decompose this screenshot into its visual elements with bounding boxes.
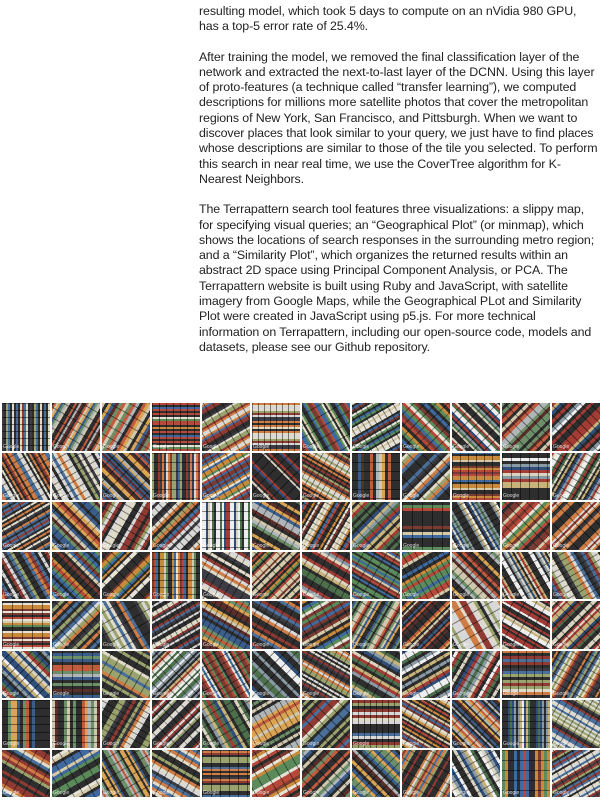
- tile-watermark: Google: [453, 443, 470, 450]
- tile-watermark: Google: [303, 790, 320, 796]
- tile-watermark: Google: [103, 641, 120, 648]
- satellite-tile: [2, 502, 50, 550]
- tile-watermark: Google: [203, 790, 220, 796]
- satellite-tile: [102, 700, 150, 748]
- tile-watermark: Google: [303, 641, 320, 648]
- tile-watermark: Google: [503, 691, 520, 697]
- tile-watermark: Google: [3, 691, 20, 697]
- tile-watermark: Google: [3, 790, 20, 796]
- satellite-tile: [252, 453, 300, 501]
- tile-watermark: Google: [3, 641, 20, 648]
- tile-watermark: Google: [503, 493, 520, 499]
- tile-watermark: Google: [253, 740, 270, 747]
- satellite-tile: [302, 601, 350, 649]
- satellite-tile: [452, 453, 500, 501]
- paragraph-visualizations: The Terrapattern search tool features three visualizations: a slippy map, for specifying visual queries; an “Geographical Plot” (or minmap), which shows the locations of search responses in the surrounding metro region; and a “Similarity Plot”, which organizes the returned results within an abstract 2D space using Principal Component Analysis, or PCA. The Terrapattern website is built using Ruby and JavaScript, with satellite imagery from Google Maps, while the Geographical PLot and Similarity Plot were created in JavaScript using p5.js. For more technical information on Terrapattern, including our open-source code, models and datasets, please see our Github repository.: [199, 202, 595, 354]
- tile-watermark: Google: [453, 542, 470, 549]
- satellite-tile: [2, 700, 50, 748]
- satellite-tile: [552, 552, 600, 600]
- satellite-tile: [402, 403, 450, 451]
- tile-watermark: Google: [203, 542, 220, 549]
- satellite-tile: [502, 651, 550, 699]
- satellite-tile: [552, 700, 600, 748]
- satellite-tile: [202, 502, 250, 550]
- satellite-tile: [502, 453, 550, 501]
- tile-watermark: Google: [353, 493, 370, 499]
- tile-watermark: Google: [203, 641, 220, 648]
- satellite-tile: [302, 700, 350, 748]
- satellite-tile: [352, 750, 400, 798]
- satellite-tile: [2, 750, 50, 798]
- satellite-tile: [2, 601, 50, 649]
- satellite-tile: [102, 552, 150, 600]
- satellite-tile: [152, 403, 200, 451]
- tile-watermark: Google: [453, 592, 470, 598]
- satellite-tile: [552, 651, 600, 699]
- satellite-tile: [2, 651, 50, 699]
- tile-watermark: Google: [303, 740, 320, 747]
- satellite-tile: [552, 453, 600, 501]
- satellite-tile: [202, 453, 250, 501]
- tile-watermark: Google: [403, 641, 420, 648]
- tile-watermark: Google: [353, 641, 370, 648]
- satellite-tile: [402, 601, 450, 649]
- tile-watermark: Google: [453, 641, 470, 648]
- satellite-tile-grid: [2, 403, 596, 800]
- tile-watermark: Google: [303, 691, 320, 697]
- tile-watermark: Google: [53, 443, 70, 450]
- satellite-tile: [252, 403, 300, 451]
- satellite-tile: [552, 750, 600, 798]
- tile-watermark: Google: [403, 443, 420, 450]
- tile-watermark: Google: [353, 790, 370, 796]
- tile-watermark: Google: [303, 493, 320, 499]
- satellite-tile: [102, 453, 150, 501]
- tile-watermark: Google: [303, 592, 320, 598]
- tile-watermark: Google: [403, 790, 420, 796]
- tile-watermark: Google: [203, 443, 220, 450]
- satellite-tile: [552, 601, 600, 649]
- satellite-tile: [502, 601, 550, 649]
- tile-watermark: Google: [553, 443, 570, 450]
- satellite-tile: [552, 502, 600, 550]
- tile-watermark: Google: [103, 790, 120, 796]
- tile-watermark: Google: [453, 740, 470, 747]
- tile-watermark: Google: [53, 493, 70, 499]
- satellite-tile: [52, 502, 100, 550]
- tile-watermark: Google: [253, 691, 270, 697]
- tile-watermark: Google: [103, 542, 120, 549]
- satellite-tile: [102, 750, 150, 798]
- satellite-tile: [402, 453, 450, 501]
- satellite-tile: [252, 502, 300, 550]
- satellite-tile: [452, 601, 500, 649]
- satellite-tile: [302, 502, 350, 550]
- tile-watermark: Google: [353, 740, 370, 747]
- tile-watermark: Google: [53, 740, 70, 747]
- tile-watermark: Google: [503, 790, 520, 796]
- satellite-tile: [352, 502, 400, 550]
- satellite-tile: [302, 651, 350, 699]
- tile-watermark: Google: [453, 790, 470, 796]
- tile-watermark: Google: [53, 592, 70, 598]
- satellite-tile: [52, 552, 100, 600]
- satellite-tile: [502, 750, 550, 798]
- tile-watermark: Google: [103, 740, 120, 747]
- tile-watermark: Google: [453, 493, 470, 499]
- satellite-tile: [452, 750, 500, 798]
- tile-watermark: Google: [553, 641, 570, 648]
- tile-watermark: Google: [403, 691, 420, 697]
- tile-watermark: Google: [353, 592, 370, 598]
- satellite-tile: [202, 700, 250, 748]
- tile-watermark: Google: [103, 691, 120, 697]
- satellite-tile: [252, 651, 300, 699]
- tile-watermark: Google: [253, 542, 270, 549]
- satellite-tile: [302, 453, 350, 501]
- tile-watermark: Google: [103, 592, 120, 598]
- tile-watermark: Google: [3, 443, 20, 450]
- tile-watermark: Google: [203, 740, 220, 747]
- satellite-tile: [52, 700, 100, 748]
- tile-watermark: Google: [153, 493, 170, 499]
- tile-watermark: Google: [153, 592, 170, 598]
- satellite-tile: [502, 700, 550, 748]
- satellite-tile: [152, 552, 200, 600]
- tile-watermark: Google: [53, 542, 70, 549]
- satellite-tile: [502, 552, 550, 600]
- satellite-tile: [102, 651, 150, 699]
- satellite-tile: [252, 700, 300, 748]
- satellite-tile: [402, 651, 450, 699]
- tile-watermark: Google: [553, 592, 570, 598]
- tile-watermark: Google: [3, 542, 20, 549]
- tile-watermark: Google: [353, 443, 370, 450]
- satellite-tile: [52, 651, 100, 699]
- tile-watermark: Google: [503, 592, 520, 598]
- tile-watermark: Google: [3, 740, 20, 747]
- satellite-tile: [152, 750, 200, 798]
- satellite-tile: [352, 651, 400, 699]
- tile-watermark: Google: [303, 542, 320, 549]
- article-text: [199, 4, 599, 370]
- satellite-tile: [452, 700, 500, 748]
- tile-watermark: Google: [203, 493, 220, 499]
- satellite-tile: [402, 502, 450, 550]
- tile-watermark: Google: [103, 493, 120, 499]
- satellite-tile: [452, 502, 500, 550]
- tile-watermark: Google: [553, 691, 570, 697]
- satellite-tile: [352, 403, 400, 451]
- satellite-tile: [152, 601, 200, 649]
- satellite-tile: [302, 552, 350, 600]
- satellite-tile: [452, 552, 500, 600]
- tile-watermark: Google: [153, 542, 170, 549]
- tile-watermark: Google: [53, 790, 70, 796]
- tile-watermark: Google: [253, 592, 270, 598]
- tile-watermark: Google: [153, 740, 170, 747]
- satellite-tile: [252, 601, 300, 649]
- satellite-tile: [102, 502, 150, 550]
- satellite-tile: [402, 552, 450, 600]
- satellite-tile: [102, 601, 150, 649]
- satellite-tile: [402, 750, 450, 798]
- tile-watermark: Google: [353, 691, 370, 697]
- satellite-tile: [202, 601, 250, 649]
- tile-watermark: Google: [203, 592, 220, 598]
- tile-watermark: Google: [3, 493, 20, 499]
- tile-watermark: Google: [553, 542, 570, 549]
- tile-watermark: Google: [253, 443, 270, 450]
- satellite-tile: [2, 552, 50, 600]
- satellite-tile: [102, 403, 150, 451]
- tile-watermark: Google: [553, 493, 570, 499]
- satellite-tile: [152, 502, 200, 550]
- tile-watermark: Google: [153, 641, 170, 648]
- satellite-tile: [352, 552, 400, 600]
- satellite-tile: [202, 750, 250, 798]
- satellite-tile: [452, 651, 500, 699]
- satellite-tile: [402, 700, 450, 748]
- tile-watermark: Google: [553, 740, 570, 747]
- tile-watermark: Google: [3, 592, 20, 598]
- satellite-tile: [352, 453, 400, 501]
- tile-watermark: Google: [153, 691, 170, 697]
- tile-watermark: Google: [403, 592, 420, 598]
- satellite-tile: [2, 403, 50, 451]
- satellite-tile: [302, 403, 350, 451]
- tile-watermark: Google: [253, 790, 270, 796]
- satellite-tile: [352, 601, 400, 649]
- satellite-tile: [52, 750, 100, 798]
- satellite-tile: [502, 403, 550, 451]
- satellite-tile: [452, 403, 500, 451]
- tile-watermark: Google: [353, 542, 370, 549]
- satellite-tile: [202, 651, 250, 699]
- satellite-tile: [352, 700, 400, 748]
- satellite-tile: [502, 502, 550, 550]
- satellite-tile: [202, 552, 250, 600]
- paragraph-transfer-learning: After training the model, we removed the final classification layer of the network and extracted the next-to-last layer of the DCNN. Using this layer of proto-features (a technique called “transfer learning”), we computed descriptions for millions more satellite photos that cover the metropolitan regions of New York, San Francisco, and Pittsburgh. When we want to discover places that look similar to your query, we just have to find places whose descriptions are similar to those of the tile you selected. To perform this search in near real time, we use the CoverTree algorithm for K-Nearest Neighbors.: [199, 49, 598, 186]
- paragraph-model-result: resulting model, which took 5 days to compute on an nVidia 980 GPU, has a top-5 error rate of 25.4%.: [199, 4, 577, 34]
- tile-watermark: Google: [503, 641, 520, 648]
- tile-watermark: Google: [253, 493, 270, 499]
- satellite-tile: [52, 453, 100, 501]
- tile-watermark: Google: [403, 542, 420, 549]
- tile-watermark: Google: [553, 790, 570, 796]
- satellite-tile: [152, 651, 200, 699]
- satellite-tile: [52, 403, 100, 451]
- satellite-tile: [552, 403, 600, 451]
- tile-watermark: Google: [403, 493, 420, 499]
- tile-watermark: Google: [153, 443, 170, 450]
- tile-watermark: Google: [403, 740, 420, 747]
- satellite-tile: [152, 453, 200, 501]
- tile-watermark: Google: [53, 691, 70, 697]
- satellite-tile: [2, 453, 50, 501]
- satellite-tile: [302, 750, 350, 798]
- satellite-tile: [202, 403, 250, 451]
- tile-watermark: Google: [303, 443, 320, 450]
- tile-watermark: Google: [503, 443, 520, 450]
- satellite-tile: [252, 552, 300, 600]
- tile-watermark: Google: [503, 542, 520, 549]
- tile-watermark: Google: [153, 790, 170, 796]
- tile-watermark: Google: [53, 641, 70, 648]
- tile-watermark: Google: [253, 641, 270, 648]
- tile-watermark: Google: [203, 691, 220, 697]
- satellite-tile: [152, 700, 200, 748]
- tile-watermark: Google: [453, 691, 470, 697]
- satellite-tile: [52, 601, 100, 649]
- satellite-tile: [252, 750, 300, 798]
- tile-watermark: Google: [103, 443, 120, 450]
- tile-watermark: Google: [503, 740, 520, 747]
